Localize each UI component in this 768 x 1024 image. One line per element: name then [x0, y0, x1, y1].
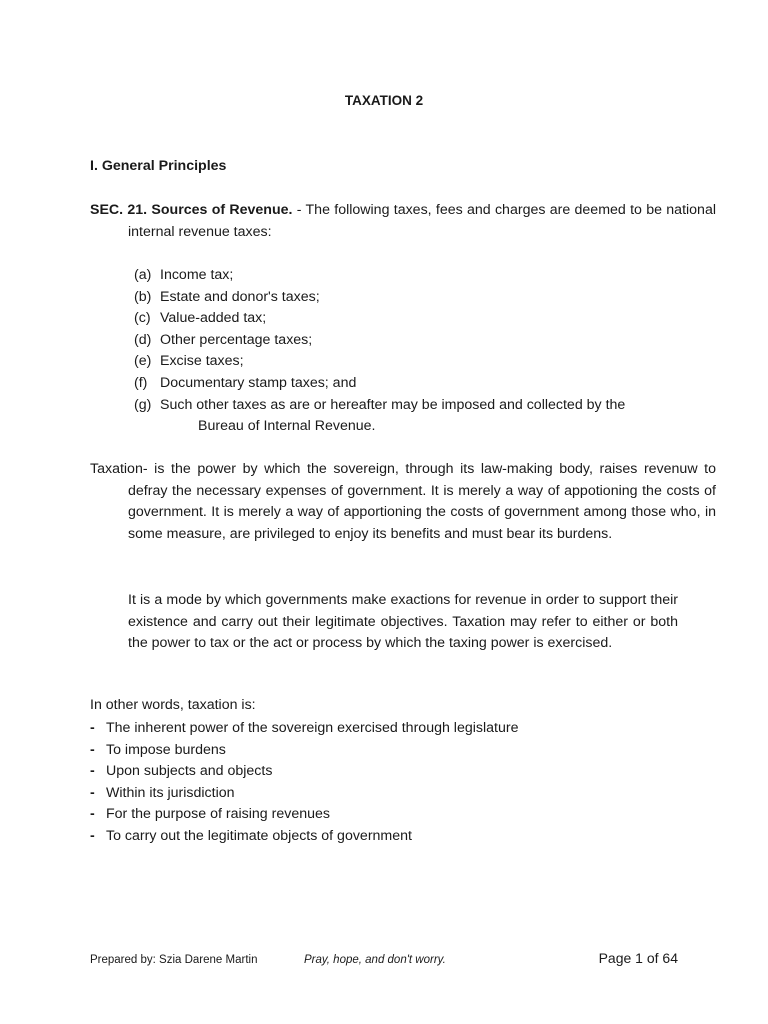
item-letter: (a) — [134, 267, 152, 283]
taxation-definition: Taxation- is the power by which the sovereign, through its law-making body, raises revenuw to defray the necessary expenses of government. It is merely a way of appotioning the costs of government. It is merely a way of apportioning the costs of government among those who, in some measure, are privileged to enjoy its benefits and must bear its burdens. — [90, 461, 716, 542]
section-heading: I. General Principles — [90, 158, 227, 174]
mode-paragraph: It is a mode by which governments make exactions for revenue in order to support their existence and carry out their legitimate objectives. Taxation may refer to either or both the power to tax or the act or process by which the taxing power is exercised. — [128, 592, 678, 651]
item-letter: (c) — [134, 310, 151, 327]
revenue-sources-list — [134, 265, 678, 438]
item-letter: (f) — [134, 374, 148, 391]
list-item — [134, 373, 678, 395]
prepared-by: Prepared by: Szia Darene Martin — [90, 954, 258, 966]
list-item — [134, 308, 678, 330]
item-text: Income tax; — [160, 267, 234, 283]
item-letter: (g) — [134, 396, 152, 413]
item-text: Estate and donor's taxes; — [160, 288, 320, 305]
page-number: Page 1 of 64 — [598, 950, 678, 966]
bullet-text: Upon subjects and objects — [106, 763, 273, 779]
dash-bullet-icon: - — [90, 763, 95, 779]
dash-bullet-icon: - — [90, 806, 95, 822]
item-letter: (b) — [134, 288, 152, 305]
list-item — [90, 783, 650, 805]
dash-bullet-icon: - — [90, 741, 95, 758]
item-letter: (d) — [134, 331, 152, 348]
sec21-text: - The following taxes, fees and charges are deemed to be national internal revenue taxes: — [128, 202, 716, 240]
sec21-paragraph — [90, 200, 716, 243]
dash-bullet-icon: - — [90, 784, 95, 801]
list-item — [90, 804, 650, 826]
list-item — [134, 265, 678, 287]
item-letter: (e) — [134, 353, 152, 370]
page-footer — [90, 950, 678, 972]
item-text: Value-added tax; — [160, 310, 267, 327]
list-item — [134, 351, 678, 373]
bullet-text: For the purpose of raising revenues — [106, 806, 330, 822]
list-item — [90, 826, 650, 848]
taxation-bullets — [90, 718, 650, 847]
bullet-text: Within its jurisdiction — [106, 784, 235, 801]
dash-bullet-icon: - — [90, 720, 95, 736]
bullet-text: To impose burdens — [106, 741, 226, 758]
item-text: Documentary stamp taxes; and — [160, 374, 357, 391]
list-item-continuation: Bureau of Internal Revenue. — [198, 418, 376, 435]
bullet-text: To carry out the legitimate objects of government — [106, 827, 412, 844]
document-title: TAXATION 2 — [344, 93, 424, 108]
item-text: Other percentage taxes; — [160, 331, 313, 348]
item-text: Such other taxes as are or hereafter may be imposed and collected by the — [160, 396, 626, 413]
item-text: Excise taxes; — [160, 353, 244, 370]
sec21-label: SEC. 21. Sources of Revenue. — [90, 202, 293, 218]
in-other-words-label: In other words, taxation is: — [90, 697, 256, 713]
list-item — [134, 287, 678, 309]
dash-bullet-icon: - — [90, 827, 95, 844]
list-item — [90, 718, 650, 740]
list-item — [90, 761, 650, 783]
list-item — [134, 330, 678, 352]
bullet-text: The inherent power of the sovereign exercised through legislature — [106, 720, 519, 736]
list-item — [134, 395, 678, 417]
list-item — [90, 740, 650, 762]
footer-motto: Pray, hope, and don't worry. — [304, 954, 446, 966]
